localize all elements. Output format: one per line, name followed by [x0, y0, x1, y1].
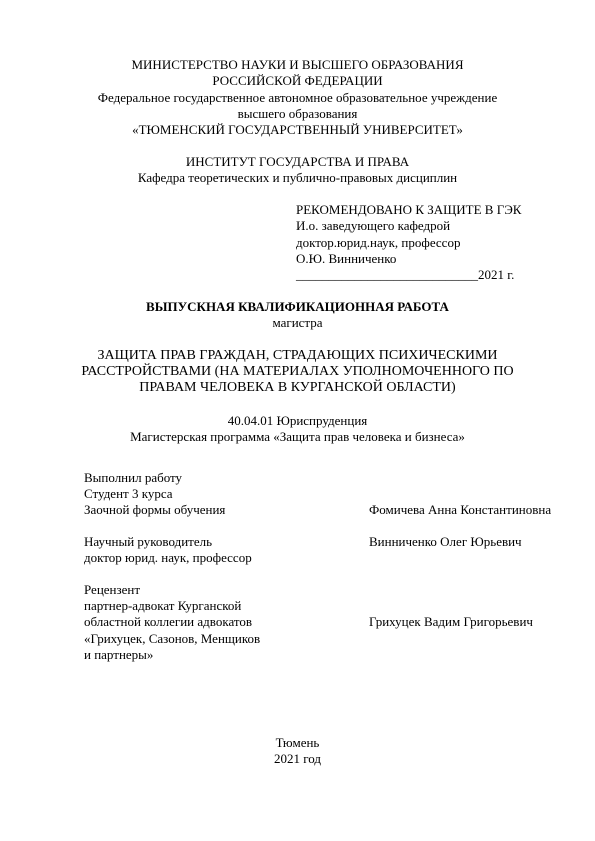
work-type: ВЫПУСКНАЯ КВАЛИФИКАЦИОННАЯ РАБОТА	[146, 299, 449, 314]
approval-line-3: доктор.юрид.наук, профессор	[296, 235, 461, 250]
institution-line-1: Федеральное государственное автономное образовательное учреждение	[97, 90, 498, 105]
supervisor-name: Винниченко Олег Юрьевич	[369, 534, 522, 549]
university-name: «ТЮМЕНСКИЙ ГОСУДАРСТВЕННЫЙ УНИВЕРСИТЕТ»	[132, 122, 463, 137]
degree: магистра	[272, 315, 323, 330]
ministry-line-2: РОССИЙСКОЙ ФЕДЕРАЦИИ	[212, 73, 383, 88]
year: 2021 год	[274, 751, 321, 766]
reviewer-label-3: областной коллегии адвокатов	[84, 614, 253, 629]
author-label-3: Заочной формы обучения	[84, 502, 226, 517]
reviewer-label-4: «Грихуцек, Сазонов, Менщиков	[84, 631, 261, 646]
city: Тюмень	[275, 735, 320, 750]
approval-line-2: И.о. заведующего кафедрой	[296, 218, 451, 233]
reviewer-label-5: и партнеры»	[84, 647, 154, 662]
ministry-line-1: МИНИСТЕРСТВО НАУКИ И ВЫСШЕГО ОБРАЗОВАНИЯ	[131, 57, 464, 72]
author-label-2: Студент 3 курса	[84, 486, 173, 501]
institution-line-2: высшего образования	[237, 106, 358, 121]
thesis-title-line-3: ПРАВАМ ЧЕЛОВЕКА В КУРГАНСКОЙ ОБЛАСТИ)	[139, 380, 456, 395]
supervisor-label-1: Научный руководитель	[84, 534, 213, 549]
approval-line-1: РЕКОМЕНДОВАНО К ЗАЩИТЕ В ГЭК	[296, 202, 522, 217]
program: Магистерская программа «Защита прав человека и бизнеса»	[130, 429, 465, 444]
specialty: 40.04.01 Юриспруденция	[227, 413, 368, 428]
institute-name: ИНСТИТУТ ГОСУДАРСТВА И ПРАВА	[185, 154, 410, 169]
reviewer-name: Грихуцек Вадим Григорьевич	[369, 614, 533, 629]
author-label-1: Выполнил работу	[84, 470, 183, 485]
approval-date-line: ____________________________2021 г.	[296, 267, 515, 282]
thesis-title-line-2: РАССТРОЙСТВАМИ (НА МАТЕРИАЛАХ УПОЛНОМОЧЕННОГО ПО	[81, 364, 514, 379]
supervisor-label-2: доктор юрид. наук, профессор	[84, 550, 252, 565]
author-name: Фомичева Анна Константиновна	[369, 502, 552, 517]
department-name: Кафедра теоретических и публично-правовых дисциплин	[137, 170, 458, 185]
thesis-title-line-1: ЗАЩИТА ПРАВ ГРАЖДАН, СТРАДАЮЩИХ ПСИХИЧЕСКИМИ	[97, 348, 498, 363]
reviewer-label-2: партнер-адвокат Курганской	[84, 598, 242, 613]
reviewer-label-1: Рецензент	[84, 582, 141, 597]
approval-line-4: О.Ю. Винниченко	[296, 251, 397, 266]
